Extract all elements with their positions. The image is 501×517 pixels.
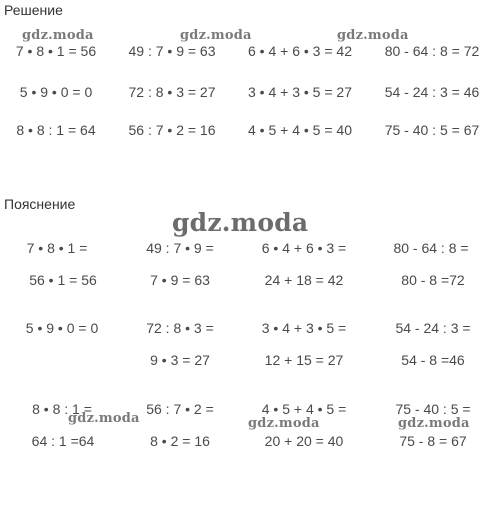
solution-expression: 80 - 64 : 8 = 72 bbox=[384, 43, 480, 59]
watermark-logo: gdz.moda bbox=[180, 28, 252, 43]
explanation-expression: 54 - 8 =46 bbox=[401, 352, 465, 368]
solution-expression: 3 • 4 + 3 • 5 = 27 bbox=[248, 84, 352, 100]
explanation-expression: 64 : 1 =64 bbox=[31, 433, 95, 449]
explanation-expression: 49 : 7 • 9 = bbox=[146, 240, 214, 256]
explanation-expression: 8 • 2 = 16 bbox=[150, 433, 210, 449]
solution-expression: 8 • 8 : 1 = 64 bbox=[16, 122, 96, 138]
explanation-expression: 75 - 8 = 67 bbox=[399, 433, 467, 449]
explanation-expression: 72 : 8 • 3 = bbox=[146, 320, 214, 336]
watermark-logo: gdz.moda bbox=[68, 411, 140, 426]
explanation-expression: 7 • 8 • 1 = bbox=[26, 240, 88, 256]
explanation-expression: 80 - 64 : 8 = bbox=[393, 240, 469, 256]
watermark-logo: gdz.moda bbox=[172, 208, 309, 237]
watermark-logo: gdz.moda bbox=[22, 28, 94, 43]
watermark-logo: gdz.moda bbox=[248, 416, 320, 431]
explanation-expression: 8 • 8 : 1 = bbox=[32, 401, 92, 417]
explanation-expression: 9 • 3 = 27 bbox=[150, 352, 210, 368]
solution-expression: 56 : 7 • 2 = 16 bbox=[128, 122, 216, 138]
solution-expression: 54 - 24 : 3 = 46 bbox=[384, 84, 480, 100]
watermark-logo: gdz.moda bbox=[398, 416, 470, 431]
explanation-expression: 12 + 15 = 27 bbox=[264, 352, 344, 368]
explanation-expression: 20 + 20 = 40 bbox=[264, 433, 344, 449]
explanation-expression: 75 - 40 : 5 = bbox=[395, 401, 471, 417]
explanation-heading: Пояснение bbox=[4, 196, 76, 212]
explanation-expression: 7 • 9 = 63 bbox=[150, 272, 210, 288]
watermark-logo: gdz.moda bbox=[337, 28, 409, 43]
solution-expression: 5 • 9 • 0 = 0 bbox=[19, 84, 93, 100]
explanation-expression: 54 - 24 : 3 = bbox=[395, 320, 471, 336]
solution-heading: Решение bbox=[4, 2, 63, 18]
solution-expression: 7 • 8 • 1 = 56 bbox=[15, 43, 97, 59]
solution-expression: 75 - 40 : 5 = 67 bbox=[384, 122, 480, 138]
explanation-expression: 6 • 4 + 6 • 3 = bbox=[261, 240, 347, 256]
explanation-expression: 56 • 1 = 56 bbox=[29, 272, 97, 288]
explanation-expression: 80 - 8 =72 bbox=[401, 272, 465, 288]
explanation-expression: 3 • 4 + 3 • 5 = bbox=[261, 320, 347, 336]
solution-expression: 4 • 5 + 4 • 5 = 40 bbox=[248, 122, 352, 138]
solution-expression: 6 • 4 + 6 • 3 = 42 bbox=[248, 43, 352, 59]
explanation-expression: 5 • 9 • 0 = 0 bbox=[25, 320, 99, 336]
explanation-expression: 56 : 7 • 2 = bbox=[146, 401, 214, 417]
explanation-expression: 24 + 18 = 42 bbox=[264, 272, 344, 288]
explanation-expression: 4 • 5 + 4 • 5 = bbox=[261, 401, 347, 417]
solution-expression: 72 : 8 • 3 = 27 bbox=[128, 84, 216, 100]
solution-expression: 49 : 7 • 9 = 63 bbox=[128, 43, 216, 59]
